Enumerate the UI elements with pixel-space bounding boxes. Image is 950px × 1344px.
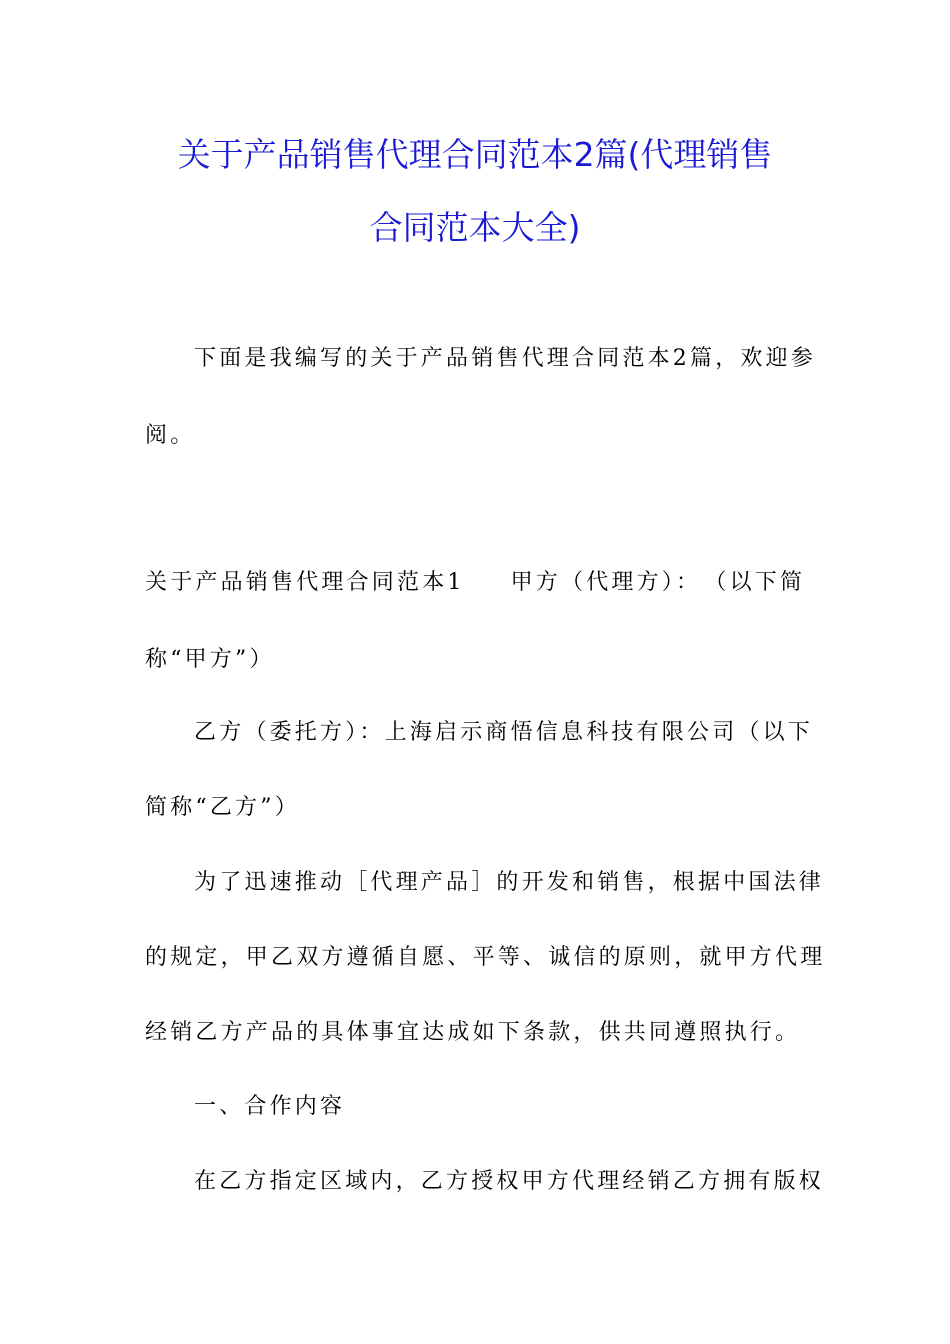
document-title-line-1: 关于产品销售代理合同范本2篇(代理销售: [177, 135, 773, 174]
party-a-line-1: 甲方（代理方）： （以下简: [510, 570, 806, 595]
document-title-line-2: 合同范本大全): [369, 208, 581, 247]
section-1-heading: 一、合作内容: [194, 1094, 346, 1119]
party-b-line-1: 乙方（委托方）：上海启示商悟信息科技有限公司（以下: [194, 720, 814, 745]
purpose-line-1: 为了迅速推动［代理产品］的开发和销售，根据中国法律: [194, 870, 825, 895]
contract-heading: 关于产品销售代理合同范本1: [145, 570, 465, 595]
party-b-line-2: 简称“乙方”）: [145, 795, 300, 820]
section-1-line-1: 在乙方指定区域内，乙方授权甲方代理经销乙方拥有版权: [194, 1169, 825, 1194]
party-a-line-2: 称“甲方”）: [145, 647, 275, 672]
purpose-line-3: 经销乙方产品的具体事宜达成如下条款，供共同遵照执行。: [145, 1020, 801, 1045]
intro-line-1: 下面是我编写的关于产品销售代理合同范本2篇，欢迎参: [194, 346, 816, 371]
contract-heading-line: [145, 568, 810, 598]
intro-line-2: 阅。: [145, 423, 196, 448]
purpose-line-2: 的规定，甲乙双方遵循自愿、平等、诚信的原则，就甲方代理: [145, 945, 826, 970]
